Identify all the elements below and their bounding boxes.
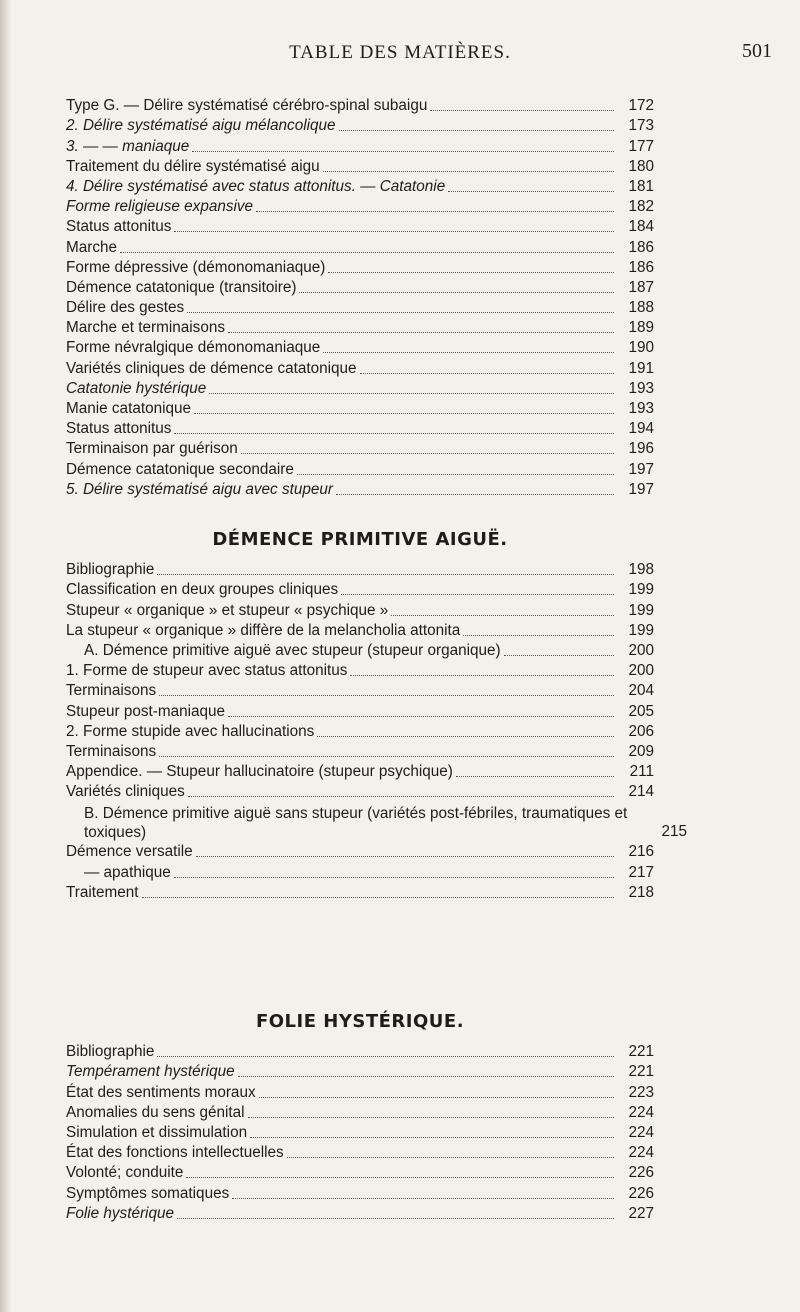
toc-entry-page: 196 — [628, 440, 654, 458]
toc-entry-page: 224 — [628, 1103, 654, 1121]
toc-entry — [66, 883, 654, 903]
toc-entry-page: 180 — [628, 157, 654, 175]
toc-entry-page: 226 — [628, 1164, 654, 1182]
toc-entry — [66, 742, 654, 762]
leader-dots — [360, 372, 614, 374]
toc-entry-label: 1. Forme de stupeur avec status attonitus — [66, 662, 348, 680]
leader-dots — [159, 755, 614, 757]
leader-dots — [142, 896, 614, 898]
toc-entry-label: Délire des gestes — [66, 299, 185, 317]
leader-dots — [187, 311, 614, 313]
leader-dots — [256, 210, 614, 212]
leader-dots — [350, 674, 614, 676]
toc-entry-page: 172 — [628, 97, 654, 115]
toc-entry-page: 223 — [628, 1083, 654, 1101]
toc-entry-label: La stupeur « organique » diffère de la melancholia attonita — [66, 621, 461, 639]
leader-dots — [157, 1055, 614, 1057]
toc-entry-page: 224 — [628, 1144, 654, 1162]
toc-entry — [66, 298, 654, 318]
toc-entry — [66, 1103, 654, 1123]
leader-dots — [209, 392, 614, 394]
toc-entry-page: 193 — [628, 379, 654, 397]
toc-entry-label: Type G. — Délire systématisé cérébro-spinal subaigu — [66, 97, 428, 115]
toc-entry-page: 193 — [628, 400, 654, 417]
toc-entry — [66, 762, 654, 782]
toc-entry-label: Marche et terminaisons — [66, 319, 225, 337]
page-binding-shadow — [0, 0, 10, 1312]
leader-dots — [174, 876, 614, 878]
toc-entry-page: 209 — [628, 742, 654, 760]
toc-entry-page: 190 — [628, 339, 654, 357]
leader-dots — [299, 291, 614, 293]
toc-entry-page: 186 — [628, 258, 654, 276]
toc-entry — [66, 1204, 654, 1224]
toc-entry-label: Démence catatonique secondaire — [66, 460, 294, 478]
leader-dots — [196, 855, 614, 857]
toc-entry-label: Terminaisons — [66, 682, 157, 700]
toc-entry-label: Folie hystérique — [66, 1204, 174, 1222]
toc-entry-label: Anomalies du sens génital — [66, 1103, 245, 1121]
toc-entry-page: 187 — [628, 278, 654, 296]
toc-entry — [66, 641, 654, 661]
toc-entry — [66, 480, 654, 500]
toc-entry-page: 200 — [628, 641, 654, 659]
toc-entry — [66, 379, 654, 399]
leader-dots — [238, 1075, 614, 1077]
section-title: FOLIE HYSTÉRIQUE. — [255, 1010, 465, 1032]
toc-entry-label: A. Démence primitive aiguë avec stupeur (stupeur organique) — [84, 641, 501, 659]
section-title: DÉMENCE PRIMITIVE AIGUË. — [212, 528, 508, 550]
leader-dots — [456, 775, 614, 777]
toc-entry — [66, 318, 654, 338]
toc-entry-label: Démence catatonique (transitoire) — [66, 278, 297, 296]
toc-entry-page: 221 — [628, 1043, 654, 1061]
toc-entry-page: 184 — [628, 218, 654, 236]
toc-section-demence — [66, 518, 687, 903]
toc-entry — [66, 862, 654, 882]
toc-entry — [66, 1143, 654, 1163]
leader-dots — [188, 795, 614, 797]
toc-entry — [66, 722, 654, 742]
toc-entry-label: 3. — — maniaque — [66, 137, 190, 155]
toc-entry-label: Traitement du délire systématisé aigu — [66, 157, 320, 175]
leader-dots — [328, 271, 614, 273]
toc-entry-label: Status attonitus — [66, 420, 172, 438]
leader-dots — [157, 573, 614, 575]
leader-dots — [259, 1096, 614, 1098]
leader-dots — [317, 735, 614, 737]
toc-entry — [66, 782, 654, 802]
toc-entry-label: 2. Forme stupide avec hallucinations — [66, 722, 315, 740]
toc-entry-page: 199 — [628, 581, 654, 599]
toc-entry — [66, 278, 654, 298]
toc-entry-label: Symptômes somatiques — [66, 1184, 230, 1202]
toc-entry — [66, 1062, 654, 1082]
toc-entry-label: 5. Délire systématisé aigu avec stupeur — [66, 480, 333, 498]
toc-entry-page: 177 — [628, 137, 654, 155]
toc-entry-page: 227 — [628, 1204, 654, 1222]
toc-entry-page: 199 — [628, 621, 654, 639]
toc-entry-page: 173 — [628, 117, 654, 135]
toc-entry-page: 194 — [628, 420, 654, 438]
toc-entry — [66, 560, 654, 580]
toc-entry-page: 186 — [628, 238, 654, 256]
toc-entry-page: 188 — [628, 299, 654, 317]
toc-entry-page: 199 — [628, 601, 654, 619]
toc-entry-label: Forme religieuse expansive — [66, 198, 254, 216]
toc-entry — [66, 842, 654, 862]
toc-entry — [66, 237, 654, 257]
toc-entry — [66, 621, 654, 641]
toc-entry-page: 217 — [628, 863, 654, 881]
toc-entry — [66, 116, 654, 136]
toc-entry — [66, 802, 687, 842]
leader-dots — [174, 230, 614, 232]
toc-entry-label: Bibliographie — [66, 1043, 155, 1061]
toc-entry-page: 191 — [628, 359, 654, 377]
leader-dots — [297, 473, 614, 475]
toc-entry — [66, 136, 654, 156]
toc-entry-page: 200 — [628, 662, 654, 680]
toc-entry — [66, 600, 654, 620]
toc-entry-label: État des sentiments moraux — [66, 1083, 256, 1101]
running-title: TABLE DES MATIÈRES. — [289, 42, 511, 63]
leader-dots — [232, 1197, 614, 1199]
toc-entry — [66, 580, 654, 600]
toc-entry — [66, 96, 654, 116]
toc-entry — [66, 197, 654, 217]
leader-dots — [339, 129, 614, 131]
toc-entry-label: État des fonctions intellectuelles — [66, 1144, 284, 1162]
toc-entry-label: Bibliographie — [66, 561, 155, 579]
toc-entry-label: Forme névralgique démonomaniaque — [66, 339, 321, 357]
leader-dots — [336, 493, 614, 495]
toc-entry-page: 205 — [628, 702, 654, 720]
leader-dots — [323, 351, 614, 353]
toc-entry — [66, 1042, 654, 1062]
toc-entry — [66, 661, 654, 681]
page-number: 501 — [742, 40, 772, 62]
leader-dots — [287, 1156, 614, 1158]
leader-dots — [391, 614, 614, 616]
toc-entry-label: Classification en deux groupes cliniques — [66, 581, 339, 599]
toc-entry-page: 204 — [628, 682, 654, 700]
toc-entry — [66, 217, 654, 237]
toc-entry-page: 211 — [629, 763, 654, 781]
toc-entry — [66, 681, 654, 701]
leader-dots — [448, 190, 614, 192]
toc-entry — [66, 399, 654, 419]
toc-entry — [66, 157, 654, 177]
toc-entry-page: 206 — [628, 722, 654, 740]
toc-entry-label: Stupeur post-maniaque — [66, 702, 226, 720]
leader-dots — [341, 593, 614, 595]
leader-dots — [177, 1217, 614, 1219]
toc-entry-page: 224 — [628, 1123, 654, 1141]
toc-entry — [66, 1123, 654, 1143]
toc-entry-label: — apathique — [84, 863, 171, 881]
leader-dots — [186, 1176, 614, 1178]
toc-entry-label: Terminaison par guérison — [66, 440, 238, 458]
leader-dots — [194, 412, 614, 414]
toc-entry-label: 2. Délire systématisé aigu mélancolique — [66, 117, 336, 135]
toc-entry-label: Appendice. — Stupeur hallucinatoire (stupeur psychique) — [66, 763, 453, 781]
toc-entry-label: Démence versatile — [66, 843, 193, 861]
toc-entry-label: Volonté; conduite — [66, 1164, 184, 1182]
toc-entry-label: Terminaisons — [66, 742, 157, 760]
toc-entry-page: 182 — [628, 198, 654, 216]
toc-entry-page: 197 — [628, 480, 654, 498]
leader-dots — [463, 634, 614, 636]
toc-entry — [66, 358, 654, 378]
toc-entry-page: 218 — [628, 883, 654, 901]
leader-dots — [250, 1136, 614, 1138]
toc-entry — [66, 459, 654, 479]
toc-entry — [66, 1163, 654, 1183]
toc-entry-page: 221 — [628, 1063, 654, 1081]
leader-dots — [228, 715, 614, 717]
leader-dots — [192, 150, 614, 152]
toc-entry-page: 216 — [628, 843, 654, 861]
toc-entry-label: 4. Délire systématisé avec status attonitus. — Catatonie — [66, 177, 446, 195]
toc-entry — [66, 1082, 654, 1102]
leader-dots — [430, 109, 614, 111]
toc-entry-page: 189 — [628, 319, 654, 337]
toc-entry-page: 226 — [628, 1184, 654, 1202]
toc-entry-label: Marche — [66, 238, 118, 256]
leader-dots — [120, 251, 614, 253]
toc-entry — [66, 258, 654, 278]
leader-dots — [228, 331, 614, 333]
toc-entry-label: Forme dépressive (démonomaniaque) — [66, 258, 326, 276]
leader-dots — [323, 170, 614, 172]
toc-entry-page: 214 — [628, 783, 654, 801]
toc-entry — [66, 1183, 654, 1203]
toc-entry — [66, 338, 654, 358]
page-header — [0, 40, 800, 70]
toc-entry-label: Manie catatonique — [66, 400, 192, 417]
leader-dots — [248, 1116, 614, 1118]
toc-section-folie-hysterique — [66, 1000, 654, 1224]
toc-entry-label: B. Démence primitive aiguë sans stupeur (variétés post-fébriles, traumatiques et toxiques) — [84, 805, 628, 842]
toc-entry-label: Tempérament hystérique — [66, 1063, 235, 1081]
toc-entry-label: Simulation et dissimulation — [66, 1123, 248, 1141]
toc-section-delire — [66, 96, 654, 500]
toc-entry-page: 198 — [628, 561, 654, 579]
toc-entry-label: Catatonie hystérique — [66, 379, 207, 397]
toc-entry-label: Variétés cliniques de démence catatonique — [66, 359, 357, 377]
leader-dots — [159, 694, 614, 696]
leader-dots — [504, 654, 614, 656]
leader-dots — [241, 452, 614, 454]
toc-entry-label: Stupeur « organique » et stupeur « psychique » — [66, 601, 389, 619]
toc-entry-page: 197 — [628, 460, 654, 478]
toc-entry — [66, 439, 654, 459]
toc-entry — [66, 419, 654, 439]
toc-entry-label: Variétés cliniques — [66, 783, 185, 801]
toc-entry — [66, 177, 654, 197]
toc-entry-label: Status attonitus — [66, 218, 172, 236]
leader-dots — [174, 432, 614, 434]
toc-entry-page: 215 — [661, 823, 687, 841]
toc-entry-page: 181 — [628, 177, 654, 195]
toc-entry — [66, 701, 654, 721]
toc-entry-label: Traitement — [66, 883, 139, 901]
